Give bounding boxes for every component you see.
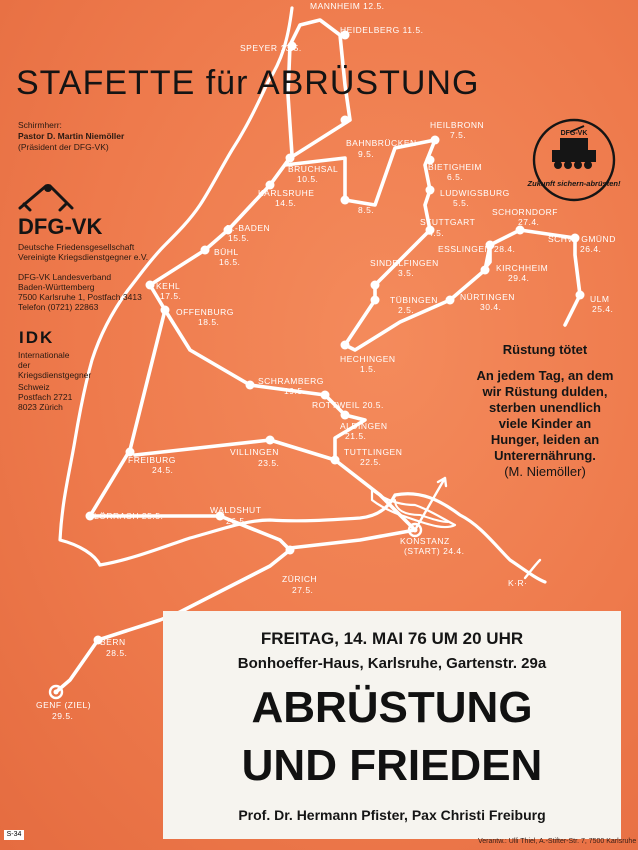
- label-zuerich-date: 27.5.: [292, 585, 314, 595]
- label-hechingen: HECHINGEN: [340, 354, 396, 364]
- dfg-line1: Deutsche Friedensgesellschaft: [18, 242, 135, 252]
- label-villingen-date: 23.5.: [258, 458, 280, 468]
- label-heilbronn: HEILBRONN: [430, 120, 485, 130]
- label-schramberg-date: 19.5.: [284, 386, 306, 396]
- label-konstanz-date: (START) 24.4.: [404, 546, 465, 556]
- label-heilbronn-date: 7.5.: [450, 130, 467, 140]
- label-sindelfingen: SINDELFINGEN: [370, 258, 439, 268]
- label-esslingen: ESSLINGEN 28.4.: [438, 244, 516, 254]
- label-buehl-date: 16.5.: [219, 257, 241, 267]
- idk-line2: der: [18, 360, 31, 370]
- label-ludwigsburg: LUDWIGSBURG: [440, 188, 510, 198]
- event-headline-2: UND FRIEDEN: [241, 741, 543, 790]
- poster-title: STAFETTE für ABRÜSTUNG: [16, 64, 480, 102]
- label-tuebingen: TÜBINGEN: [390, 295, 438, 305]
- dfg-line2: Vereinigte Kriegsdienstgegner e.V.: [18, 252, 149, 262]
- event-panel: [163, 611, 621, 839]
- label-schwgmuend-date: 26.4.: [580, 244, 602, 254]
- label-zuerich: ZÜRICH: [282, 574, 318, 584]
- archive-stamp: S-34: [4, 830, 24, 840]
- label-hechingen-date: 1.5.: [360, 364, 377, 374]
- label-offenburg: OFFENBURG: [176, 307, 234, 317]
- label-speyer: SPEYER 13.5.: [240, 43, 302, 53]
- label-baden-date: 15.5.: [228, 233, 250, 243]
- label-schramberg: SCHRAMBERG: [258, 376, 324, 386]
- idk-line4: Schweiz: [18, 382, 50, 392]
- label-bahnbruecken: BAHNBRÜCKEN: [346, 138, 417, 148]
- quote-author: (M. Niemöller): [504, 464, 586, 479]
- label-bahnbruecken-date: 9.5.: [358, 149, 375, 159]
- label-nuertingen: NÜRTINGEN: [460, 292, 515, 302]
- patron-role: (Präsident der DFG-VK): [18, 142, 109, 152]
- label-schwgmuend: SCHW. GMÜND: [548, 234, 616, 244]
- event-datetime: FREITAG, 14. MAI 76 UM 20 UHR: [260, 629, 524, 648]
- label-kehl-date: 17.5.: [160, 291, 182, 301]
- label-ulm: ULM: [590, 294, 610, 304]
- label-freiburg-date: 24.5.: [152, 465, 174, 475]
- event-headline-1: ABRÜSTUNG: [251, 683, 533, 732]
- badge-emblem: [527, 120, 621, 200]
- patron-name: Pastor D. Martin Niemöller: [18, 131, 125, 141]
- label-schorndorf-date: 27.4.: [518, 217, 540, 227]
- label-loerrach: LÖRRACH 25.5.: [94, 511, 164, 521]
- dfg-logo-text: DFG-VK: [18, 214, 103, 239]
- quote-heading: Rüstung tötet: [502, 342, 588, 357]
- quote-block: [475, 342, 615, 480]
- label-offenburg-date: 18.5.: [198, 317, 220, 327]
- label-genf: GENF (ZIEL): [36, 700, 92, 710]
- label-aldingen: ALDINGEN: [340, 421, 388, 431]
- label-waldshut-date: 26.5.: [226, 516, 248, 526]
- quote-body: An jedem Tag, an dem wir Rüstung dulden, sterben unendlich viele Kinder an Hunger, leiden an Unterernährung.: [476, 368, 614, 463]
- idk-line6: 8023 Zürich: [18, 402, 63, 412]
- idk-line1: Internationale: [18, 350, 70, 360]
- label-bietigheim: BIETIGHEIM: [428, 162, 483, 172]
- label-kirchheim: KIRCHHEIM: [496, 263, 549, 273]
- credit-line: Verantw.: Ulli Thiel, A.-Stifter-Str. 7, 7500 Karlsruhe: [478, 838, 637, 845]
- label-genf-date: 29.5.: [52, 711, 74, 721]
- label-waldshut: WALDSHUT: [210, 505, 262, 515]
- label-bern: BERN: [100, 637, 126, 647]
- label-konstanz: KONSTANZ: [400, 536, 450, 546]
- label-kehl: KEHL: [156, 281, 181, 291]
- label-bietigheim-date: 6.5.: [447, 172, 464, 182]
- badge-text: Zukunft sichern-abrüsten!: [527, 179, 621, 188]
- broken-rifle-icon: [20, 184, 72, 210]
- label-freiburg: FREIBURG: [128, 455, 176, 465]
- border-lake: [100, 494, 545, 582]
- dfg-address: 7500 Karlsruhe 1, Postfach 3413: [18, 292, 142, 302]
- dfg-phone: Telefon (0721) 22863: [18, 302, 99, 312]
- idk-line3: Kriegsdienstgegner: [18, 370, 92, 380]
- event-venue: Bonhoeffer-Haus, Karlsruhe, Gartenstr. 29a: [237, 655, 547, 672]
- label-8may: 8.5.: [358, 205, 375, 215]
- label-bruchsal: BRUCHSAL: [288, 164, 339, 174]
- label-tuebingen-date: 2.5.: [398, 305, 415, 315]
- dfg-regional2: Baden-Württemberg: [18, 282, 95, 292]
- label-bern-date: 28.5.: [106, 648, 128, 658]
- idk-logo-text: IDK: [19, 328, 55, 347]
- label-baden: B.-BADEN: [226, 223, 271, 233]
- label-stuttgart: STUTTGART: [420, 217, 476, 227]
- dfg-regional1: DFG-VK Landesverband: [18, 272, 112, 282]
- label-karlsruhe-date: 14.5.: [275, 198, 297, 208]
- label-mannheim: MANNHEIM 12.5.: [310, 1, 385, 11]
- label-tuttlingen-date: 22.5.: [360, 457, 382, 467]
- event-speaker: Prof. Dr. Hermann Pfister, Pax Christi Freiburg: [238, 807, 546, 823]
- idk-line5: Postfach 2721: [18, 392, 73, 402]
- label-kr: K·R·: [508, 578, 528, 588]
- label-ludwigsburg-date: 5.5.: [453, 198, 470, 208]
- label-ulm-date: 25.4.: [592, 304, 614, 314]
- label-buehl: BÜHL: [214, 247, 239, 257]
- label-kirchheim-date: 29.4.: [508, 273, 530, 283]
- label-rottweil: ROTTWEIL 20.5.: [312, 400, 384, 410]
- label-schorndorf: SCHORNDORF: [492, 207, 558, 217]
- patron-label: Schirmherr:: [18, 120, 62, 130]
- label-karlsruhe: KARLSRUHE: [258, 188, 315, 198]
- label-sindelfingen-date: 3.5.: [398, 268, 415, 278]
- label-aldingen-date: 21.5.: [345, 431, 367, 441]
- label-bruchsal-date: 10.5.: [297, 174, 319, 184]
- badge-top: DFG-VK: [560, 130, 588, 137]
- label-tuttlingen: TUTTLINGEN: [344, 447, 403, 457]
- label-villingen: VILLINGEN: [230, 447, 279, 457]
- label-nuertingen-date: 30.4.: [480, 302, 502, 312]
- label-heidelberg: HEIDELBERG 11.5.: [340, 25, 424, 35]
- label-stuttgart-date: 4.5.: [428, 228, 445, 238]
